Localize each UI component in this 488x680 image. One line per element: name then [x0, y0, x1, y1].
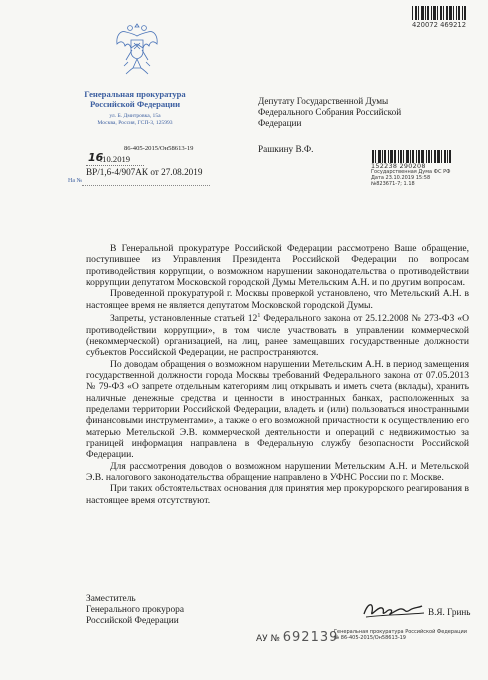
stamp-line3: №823671-7; 1.18: [371, 181, 415, 187]
au-label: АУ №: [256, 634, 280, 644]
addressee-line3: Федерации: [258, 118, 302, 128]
au-number: 692139: [282, 630, 339, 645]
date-handwritten: 16: [88, 151, 104, 164]
article-superscript: 1: [257, 313, 261, 320]
footer-stamp-line2: № 86-405-2015/Он58613-19: [334, 635, 406, 642]
signature-title-line1: Заместитель: [86, 594, 136, 604]
coat-of-arms-emblem-icon: [112, 18, 162, 76]
na-underline: [82, 185, 210, 186]
stamp-line1: Государственная Дума ФС РФ: [371, 169, 451, 175]
signature-title-line3: Российской Федерации: [86, 616, 179, 627]
na-label: На №: [68, 178, 83, 184]
paragraph-5: Для рассмотрения доводов о возможном нарушении Метельским А.Н. и Метельской Э.В. налогового законодательства обращение направлено в УФНС России по г. Москве.: [86, 460, 469, 484]
outgoing-number: ВР/1,6-4/907АК от 27.08.2019: [86, 167, 203, 177]
date-underline: [86, 165, 144, 166]
date-line: [86, 153, 206, 167]
paragraph-4: По доводам обращения о возможном нарушении Метельским А.Н. в период замещения государственной должности города Москвы требований Федерального закона от 07.05.2013 № 79-ФЗ «О запрете отдельным категориям лиц открывать и иметь счета (вклады), хранить наличные денежные средства и ценности в иностранных банках, расположенных за пределами территории Российской Федерации, владеть и (или) пользоваться иностранными финансовыми инструментами», а также о его возможной причастности к осуществлению его матерью Метельской Э.В. коммерческой деятельности и операций с недвижимостью за границей информация направлена в Федеральную службу безопасности Российской Федерации.: [86, 358, 469, 461]
paragraph-1: В Генеральной прокуратуре Российской Федерации рассмотрено Ваше обращение, поступившее из Управления Президента Российской Федерации по вопросам противодействия коррупции, о возможном нарушении законодательства о противодействии коррупции депутатом Московской городской Думы Метельским А.Н. и по другим вопросам.: [86, 243, 469, 289]
addressee-block: [258, 96, 468, 155]
addressee-line2: Федерального Собрания Российской: [258, 107, 402, 117]
sender-org-line1: Генеральная прокуратура: [84, 89, 186, 99]
footer-stamp-line1: Генеральная прокуратура Российской Федерации: [334, 629, 467, 635]
registration-stamp: [371, 163, 483, 187]
sender-org-line2: Российской Федерации: [89, 99, 181, 109]
sender-ref-number: 86-405-2015/Он58613-19: [124, 145, 194, 152]
letter-body: [86, 243, 469, 506]
top-barcode-number: 420072 469212: [412, 21, 467, 29]
au-number-block: [256, 630, 338, 645]
addressee-name: Рашкину В.Ф.: [258, 144, 314, 154]
stamp-line2: Дата 23.10.2019 15:58: [371, 175, 431, 181]
addressee-line1: Депутату Государственной Думы: [258, 96, 389, 106]
signature-title-line2: Генерального прокурора: [86, 605, 185, 616]
stamp-code: 152238 290208: [371, 162, 426, 170]
sender-address-line1: ул. Б. Дмитровка, 15а: [109, 113, 161, 119]
sender-address: [60, 113, 210, 126]
signer-name: В.Я. Гринь: [428, 607, 471, 617]
handwritten-signature: [360, 596, 428, 627]
paragraph-3-start: Запреты, установленные статьей 12: [110, 313, 258, 325]
paragraph-6: При таких обстоятельствах основания для принятия мер прокурорского реагирования в настоящее время отсутствуют.: [86, 483, 469, 506]
signature-title: [86, 594, 184, 628]
paragraph-2: Проведенной прокуратурой г. Москвы проверкой установлено, что Метельский А.Н. в настоящее время не является депутатом Московской городской Думы.: [86, 288, 469, 311]
top-barcode: [412, 6, 476, 20]
date-printed: .10.2019: [100, 154, 131, 164]
footer-stamp: [334, 629, 484, 641]
sender-organization: [60, 89, 210, 109]
paragraph-3: [86, 311, 469, 359]
sender-address-line2: Москва, Россия, ГСП-3, 125993: [97, 119, 173, 126]
paragraph-3-end: Федерального закона от 25.12.2008 № 273-ФЗ «О противодействии коррупции», в том числе участвовать в управлении коммерческой (некоммерческой) организацией, на лиц, ранее замещавших государственные должности субъектов Российской Федерации, не распространяются.: [86, 313, 469, 359]
